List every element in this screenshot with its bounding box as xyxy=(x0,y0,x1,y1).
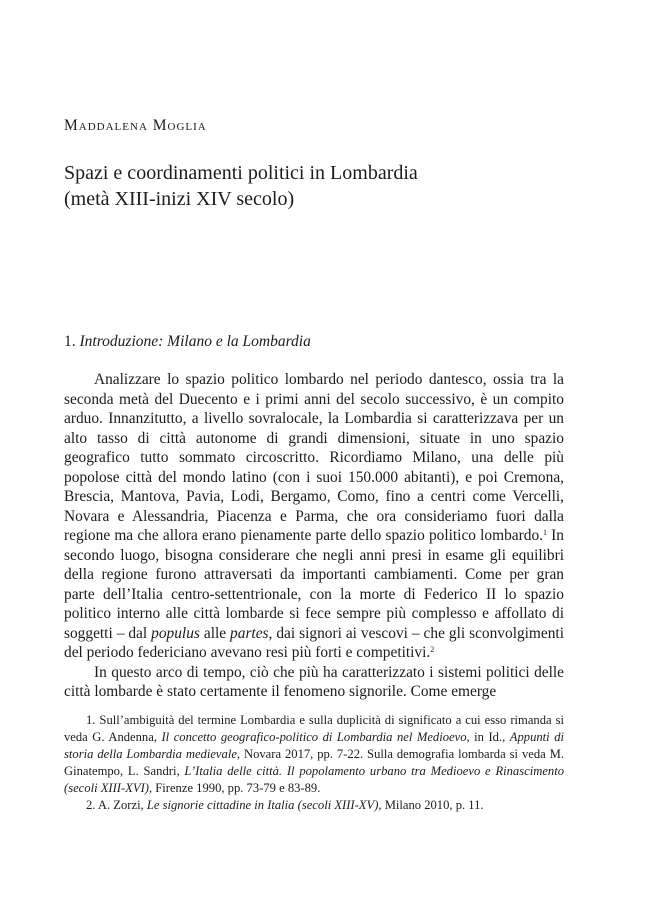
article-title xyxy=(64,160,418,212)
paragraph-1-part-c: alle xyxy=(199,624,231,642)
section-title: Introduzione: Milano e la Lombardia xyxy=(79,333,311,350)
footnote-ref-2[interactable]: 2 xyxy=(430,645,435,654)
footnote-1-text-b: , in Id., xyxy=(466,730,510,744)
title-line-2: (metà XIII-inizi XIV secolo) xyxy=(64,188,295,210)
footnote-2-work-title: Le signorie cittadine in Italia (secoli XIII-XV) xyxy=(146,798,379,812)
footnote-2 xyxy=(64,797,564,814)
footnote-1-text-d: , Firenze 1990, pp. 73-79 e 83-89. xyxy=(148,781,321,795)
footnote-1-work-title-b: Appunti di storia della Lombardia medievale xyxy=(64,730,564,761)
paragraph-1-part-b: In secondo luogo, bisogna considerare che negli anni presi in esame gli equilibri della regione furono attraversati da importanti cambiamenti. Come per gran parte dell’Italia centro-settentrionale, con la morte di Federico II lo spazio politico interno alle città lombarde si fece sempre più complesso e affollato di soggetti – dal xyxy=(64,527,565,642)
footnote-1 xyxy=(64,712,564,797)
footnotes xyxy=(64,712,564,814)
term-populus: populus xyxy=(151,624,200,642)
paragraph-1 xyxy=(64,370,564,663)
paragraph-2: In questo arco di tempo, ciò che più ha caratterizzato i sistemi politici delle città lombarde è stato certamente il fenomeno signorile. Come emerge xyxy=(64,663,564,700)
section-heading xyxy=(64,332,311,352)
author-name: Maddalena Moglia xyxy=(64,117,207,134)
footnote-1-work-title-c: L’Italia delle città. Il popolamento urbano tra Medioevo e Rinascimento (secoli XIII-XVI) xyxy=(64,764,564,795)
paragraph-1-part-a: Analizzare lo spazio politico lombardo nel periodo dantesco, ossia tra la seconda metà del Duecento e i primi anni del secolo successivo, è un compito arduo. Innanzitutto, a livello sovralocale, la Lombardia si caratterizzava per un alto tasso di città autonome di grandi dimensioni, situate in uno spazio geografico tutto sommato circoscritto. Ricordiamo Milano, una delle più popolose città del mondo latino (con i suoi 150.000 abitanti), e poi Cremona, Brescia, Mantova, Pavia, Lodi, Bergamo, Como, fino a centri come Vercelli, Novara e Alessandria, Piacenza e Parma, che ora consideriamo fuori dalla regione ma che allora erano pienamente parte dello spazio politico lombardo. xyxy=(64,371,564,544)
footnote-2-text-a: 2. A. Zorzi, xyxy=(86,798,147,812)
section-number: 1. xyxy=(64,333,76,350)
paragraph-1-part-d: , dai signori ai vescovi – che gli sconvolgimenti del periodo federiciano avevano resi più forti e competitivi. xyxy=(64,624,564,661)
body-text xyxy=(64,370,564,702)
footnote-1-text-a: 1. Sull’ambiguità del termine Lombardia e sulla duplicità di significato a cui esso rimanda si veda G. Andenna, xyxy=(64,713,564,744)
footnote-ref-1[interactable]: 1 xyxy=(543,528,547,537)
term-partes: partes xyxy=(230,624,269,642)
title-line-1: Spazi e coordinamenti politici in Lombardia xyxy=(64,162,418,184)
footnote-1-text-c: , Novara 2017, pp. 7-22. Sulla demografia lombarda si veda M. Ginatempo, L. Sandri, xyxy=(64,747,564,778)
footnote-2-text-b: , Milano 2010, p. 11. xyxy=(378,798,484,812)
footnote-1-work-title-a: Il concetto geografico-politico di Lombardia nel Medioevo xyxy=(161,730,467,744)
